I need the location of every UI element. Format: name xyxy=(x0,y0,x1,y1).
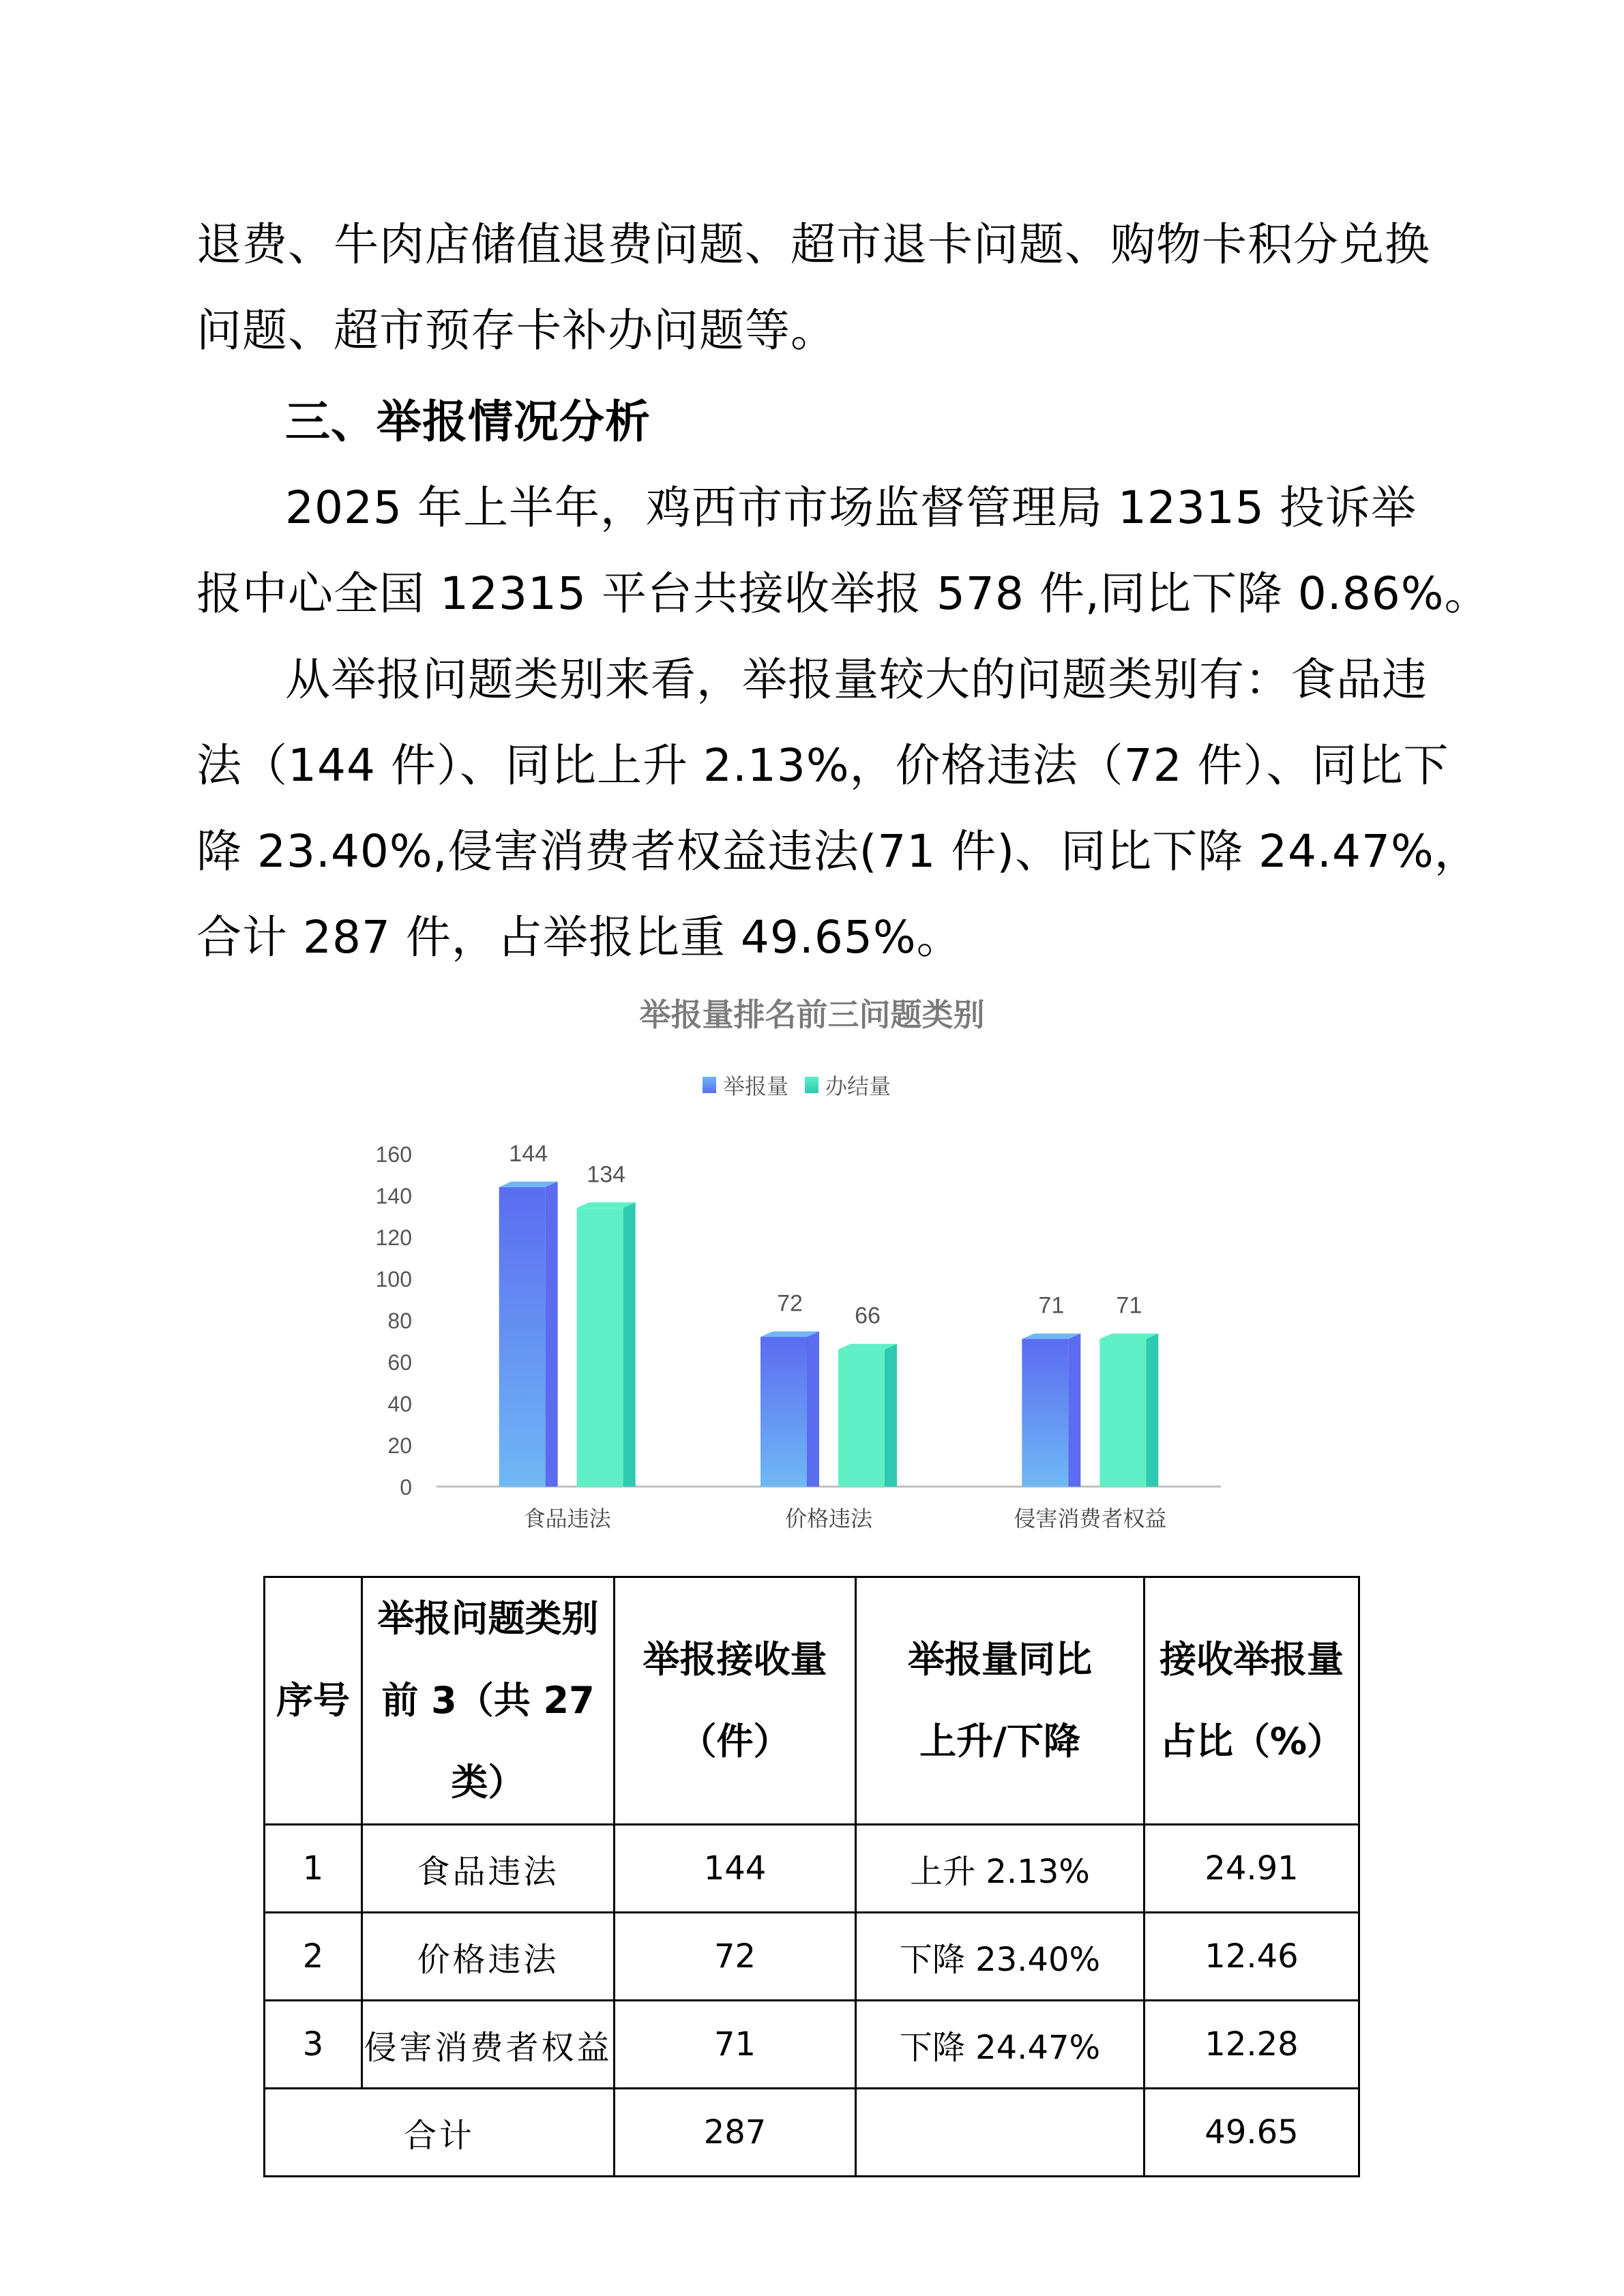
cell-no: 1 xyxy=(265,1825,362,1913)
cell-change: 下降 23.40% xyxy=(856,1913,1145,2001)
header-change: 举报量同比 上升/下降 xyxy=(856,1577,1145,1825)
y-tick-label: 80 xyxy=(387,1309,412,1333)
bar-side-1 xyxy=(546,1182,558,1487)
data-label: 71 xyxy=(1116,1292,1142,1319)
cell-share: 24.91 xyxy=(1145,1825,1359,1913)
cell-share: 12.46 xyxy=(1145,1913,1359,2001)
paragraph-line: 降 23.40%,侵害消费者权益违法(71 件)、同比下降 24.47%， xyxy=(196,825,1480,878)
paragraph-line: 合计 287 件，占举报比重 49.65%。 xyxy=(196,911,962,964)
bar-1 xyxy=(499,1187,546,1487)
data-label: 66 xyxy=(855,1302,881,1329)
section-heading: 三、举报情况分析 xyxy=(285,396,651,448)
legend-label-series-1: 举报量 xyxy=(723,1073,789,1099)
bar-side-2 xyxy=(1146,1333,1158,1487)
cell-total-label: 合计 xyxy=(265,2089,615,2177)
paragraph-line: 报中心全国 12315 平台共接收举报 578 件,同比下降 0.86%。 xyxy=(196,567,1490,620)
data-label: 72 xyxy=(777,1290,803,1317)
paragraph-line: 退费、牛肉店储值退费问题、超市退卡问题、购物卡积分兑换 xyxy=(196,218,1430,271)
bar-side-1 xyxy=(807,1331,819,1487)
cell-category: 价格违法 xyxy=(362,1913,615,2001)
bar-side-2 xyxy=(623,1202,636,1487)
bar-1 xyxy=(1022,1339,1068,1487)
data-label: 134 xyxy=(587,1161,626,1188)
legend-label-series-2: 办结量 xyxy=(825,1073,891,1099)
header-category: 举报问题类别 前 3（共 27 类） xyxy=(362,1577,615,1825)
cell-count: 71 xyxy=(615,2001,856,2089)
x-tick-label: 侵害消费者权益 xyxy=(1014,1506,1167,1532)
table-total-row xyxy=(265,2089,1359,2177)
summary-table xyxy=(263,1576,1360,2177)
cell-category: 食品违法 xyxy=(362,1825,615,1913)
y-tick-label: 20 xyxy=(387,1433,412,1458)
y-tick-label: 140 xyxy=(375,1184,412,1208)
table-row xyxy=(265,2001,1359,2089)
bar-2 xyxy=(577,1208,623,1487)
y-tick-label: 40 xyxy=(387,1392,412,1416)
bar-1 xyxy=(761,1337,807,1487)
y-tick-label: 120 xyxy=(375,1225,412,1250)
header-count: 举报接收量 （件） xyxy=(615,1577,856,1825)
bar-side-1 xyxy=(1068,1333,1080,1487)
header-share: 接收举报量 占比（%） xyxy=(1145,1577,1359,1825)
cell-total-count: 287 xyxy=(615,2089,856,2177)
paragraph-line: 从举报问题类别来看，举报量较大的问题类别有：食品违 xyxy=(285,653,1428,706)
bar-2 xyxy=(1099,1339,1146,1487)
table-row xyxy=(265,1825,1359,1913)
cell-change: 下降 24.47% xyxy=(856,2001,1145,2089)
cell-change: 上升 2.13% xyxy=(856,1825,1145,1913)
x-tick-label: 价格违法 xyxy=(784,1506,873,1532)
cell-no: 3 xyxy=(265,2001,362,2089)
data-label: 144 xyxy=(509,1140,548,1167)
y-tick-label: 60 xyxy=(387,1350,412,1375)
cell-count: 72 xyxy=(615,1913,856,2001)
paragraph-line: 问题、超市预存卡补办问题等。 xyxy=(196,304,836,357)
bar-side-2 xyxy=(885,1344,897,1487)
table-header-row xyxy=(265,1577,1359,1825)
paragraph-line: 2025 年上半年，鸡西市市场监督管理局 12315 投诉举 xyxy=(285,481,1417,534)
cell-share: 12.28 xyxy=(1145,2001,1359,2089)
data-label: 71 xyxy=(1038,1292,1065,1319)
cell-category: 侵害消费者权益 xyxy=(362,2001,615,2089)
cell-no: 2 xyxy=(265,1913,362,2001)
y-tick-label: 0 xyxy=(400,1475,412,1500)
table-row xyxy=(265,1913,1359,2001)
paragraph-line: 法（144 件）、同比上升 2.13%，价格违法（72 件）、同比下 xyxy=(196,739,1449,792)
chart-title: 举报量排名前三问题类别 xyxy=(639,996,985,1033)
y-tick-label: 160 xyxy=(375,1142,412,1167)
bar-2 xyxy=(838,1350,885,1487)
cell-count: 144 xyxy=(615,1825,856,1913)
cell-total-change xyxy=(856,2089,1145,2177)
cell-total-share: 49.65 xyxy=(1145,2089,1359,2177)
x-tick-label: 食品违法 xyxy=(523,1506,611,1532)
y-tick-label: 100 xyxy=(375,1267,412,1292)
header-no: 序号 xyxy=(265,1577,362,1825)
